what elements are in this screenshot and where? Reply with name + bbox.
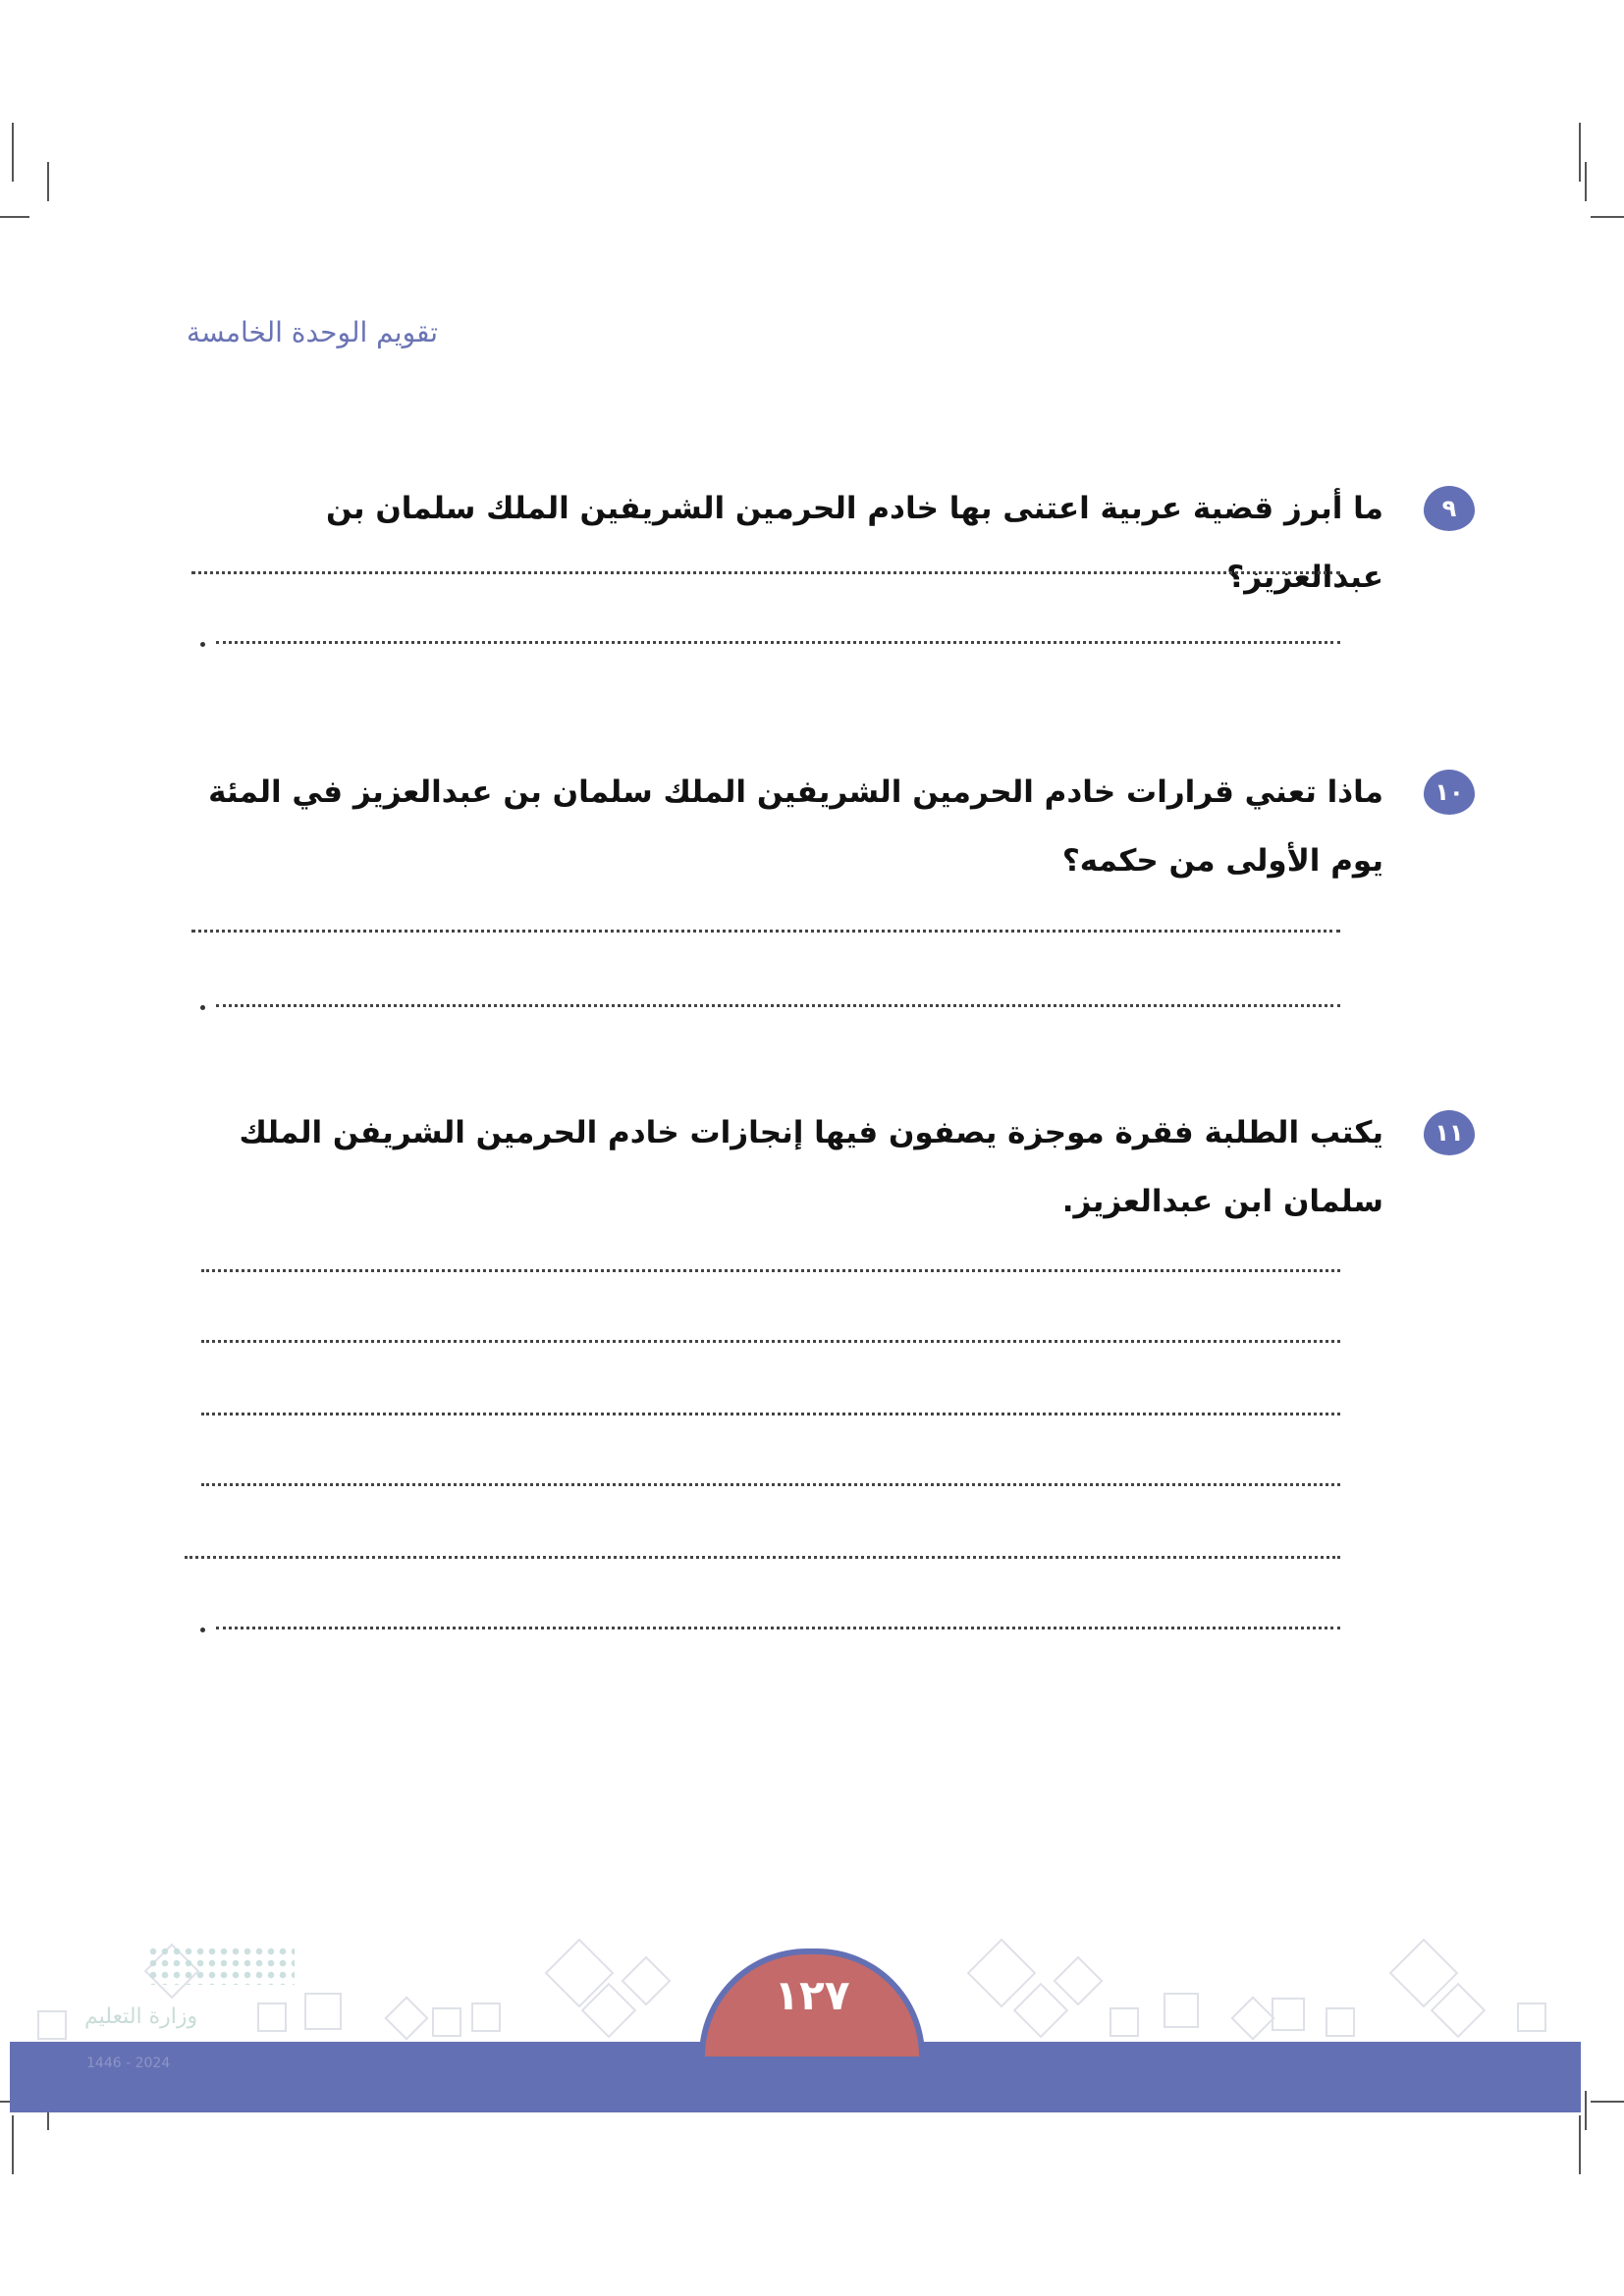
decorative-square <box>304 1993 342 2030</box>
crop-mark <box>1591 2101 1624 2103</box>
decorative-square <box>1110 2007 1139 2037</box>
ministry-logo-icon <box>147 1946 295 1985</box>
decorative-square <box>1164 1993 1199 2028</box>
answer-line[interactable] <box>201 1483 1340 1486</box>
line-end-dot <box>200 1628 205 1632</box>
page-number: ١٢٧ <box>774 1971 850 2019</box>
crop-mark <box>1579 123 1581 182</box>
decorative-square <box>1517 2002 1546 2032</box>
crop-mark <box>12 123 14 182</box>
decorative-square <box>37 2010 67 2040</box>
edition-year: 2024 - 1446 <box>86 2056 171 2071</box>
question-text: ماذا تعني قرارات خادم الحرمين الشريفين الملك سلمان بن عبدالعزيز في المئة يوم الأولى من حكمه؟ <box>208 774 1383 879</box>
decorative-square <box>257 2002 287 2032</box>
line-end-dot <box>200 1005 205 1010</box>
crop-mark <box>1591 216 1624 218</box>
crop-mark <box>12 2115 14 2174</box>
question-11 <box>182 1110 1464 1236</box>
crop-mark <box>1585 2091 1587 2130</box>
question-number-badge: ٩ <box>1424 486 1475 531</box>
decorative-square <box>1326 2007 1355 2037</box>
answer-line[interactable] <box>185 1556 1340 1559</box>
question-text: ما أبرز قضية عربية اعتنى بها خادم الحرمين الشريفين الملك سلمان بن عبدالعزيز؟ <box>326 491 1383 595</box>
crop-mark <box>0 216 29 218</box>
crop-mark <box>47 162 49 201</box>
decorative-square <box>1272 1998 1305 2031</box>
decorative-diamond <box>1013 1983 1069 2039</box>
question-9 <box>182 486 1457 612</box>
decorative-diamond <box>622 1956 672 2006</box>
question-number-badge: ١٠ <box>1424 770 1475 815</box>
answer-line[interactable] <box>216 641 1340 644</box>
decorative-diamond <box>384 1996 428 2040</box>
question-number-badge: ١١ <box>1424 1110 1475 1155</box>
answer-line[interactable] <box>216 1627 1340 1629</box>
answer-line[interactable] <box>216 1004 1340 1007</box>
decorative-square <box>432 2007 461 2037</box>
decorative-square <box>471 2002 501 2032</box>
ministry-name: وزارة التعليم <box>84 2004 198 2029</box>
line-end-dot <box>200 642 205 647</box>
answer-line[interactable] <box>191 930 1340 933</box>
decorative-diamond <box>1054 1956 1104 2006</box>
question-text: يكتب الطلبة فقرة موجزة يصفون فيها إنجازات خادم الحرمين الشريفن الملك سلمان ابن عبدالعزيز. <box>239 1115 1383 1219</box>
crop-mark <box>1585 162 1587 201</box>
decorative-diamond <box>1230 1996 1274 2040</box>
answer-line[interactable] <box>191 571 1340 574</box>
crop-mark <box>1579 2115 1581 2174</box>
question-10 <box>182 770 1464 895</box>
answer-line[interactable] <box>201 1340 1340 1343</box>
answer-line[interactable] <box>201 1269 1340 1272</box>
answer-line[interactable] <box>201 1413 1340 1415</box>
section-title: تقويم الوحدة الخامسة <box>187 316 439 348</box>
